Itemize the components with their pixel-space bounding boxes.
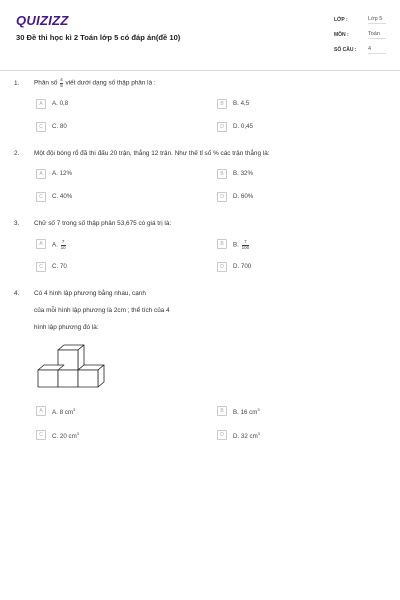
option-text: D. 60% [233, 193, 254, 200]
option-text [52, 407, 75, 416]
question-1-text-before: Phân số [34, 79, 60, 87]
option-text [233, 240, 250, 250]
question-4-number: 4. [14, 290, 20, 297]
option-letter-box[interactable]: D [217, 430, 227, 440]
option-superscript: 3 [72, 407, 76, 412]
question-3-text: Chữ số 7 trong số thập phân 53,675 có giá trị là: [34, 220, 172, 227]
option-letter-box[interactable]: B [217, 239, 227, 249]
option-letter-box[interactable]: B [217, 169, 227, 179]
option-text: B. 32% [233, 170, 253, 177]
option-fraction [61, 240, 66, 250]
class-value: Lớp 5 [368, 16, 386, 24]
option-text: A. 12% [52, 170, 72, 177]
option-text-main: D. 32 cm [233, 433, 258, 441]
option-text: C. 70 [52, 263, 67, 270]
option-text: C. 40% [52, 193, 73, 200]
option-letter-box[interactable]: B [217, 406, 227, 416]
option-superscript: 3 [257, 431, 260, 436]
option-superscript: 3 [257, 407, 260, 412]
option-letter-box[interactable]: D [217, 122, 227, 132]
question-1-text-after: viết dưới dạng số thập phân là : [63, 79, 156, 87]
question-4-line-1: Có 4 hình lập phương bằng nhau, cạnh [34, 290, 146, 297]
option-text: D. 700 [233, 263, 252, 270]
option-text [52, 431, 79, 440]
option-text-main: C. 20 cm [52, 433, 77, 441]
cube-front-face [78, 370, 98, 387]
option-letter-box[interactable]: D [217, 262, 227, 272]
subject-value: Toán [368, 31, 386, 39]
class-label: LỚP : [334, 17, 348, 23]
cube-front-face [58, 370, 78, 387]
question-1-text [34, 78, 156, 88]
fraction-denominator: 10 [60, 244, 66, 250]
option-letter-box[interactable]: A [36, 406, 46, 416]
option-letter-box[interactable]: A [36, 239, 46, 249]
fraction-denominator: 5 [60, 82, 63, 88]
question-4-line-2: của mỗi hình lập phương là 2cm ; thể tích của 4 [34, 307, 170, 314]
option-text-prefix: B. [233, 241, 239, 249]
option-text: D. 0,45 [233, 123, 253, 130]
option-text-main: B. 16 cm [233, 409, 258, 417]
page-title: 30 Đề thi học kì 2 Toán lớp 5 có đáp án(đề 10) [16, 33, 181, 42]
option-text: A. 0,8 [52, 100, 69, 107]
fraction-numerator: 7 [61, 239, 65, 244]
question-count-value: 4 [368, 46, 386, 54]
question-count-label: SỐ CÂU : [334, 47, 357, 53]
option-text: C. 80 [52, 123, 67, 130]
worksheet-header [0, 0, 400, 71]
option-letter-box[interactable]: C [36, 192, 46, 202]
option-letter-box[interactable]: B [217, 99, 227, 109]
four-cubes-illustration [36, 344, 108, 388]
question-1-fraction [60, 78, 63, 88]
option-text-prefix: A. [52, 241, 58, 249]
question-4-line-3: hình lập phương đó là: [34, 324, 99, 331]
fraction-numerator: 4 [60, 77, 63, 82]
quizizz-logo: QUIZIZZ [16, 13, 69, 28]
option-letter-box[interactable]: D [217, 192, 227, 202]
question-2-text: Một đội bóng rổ đã thi đấu 20 trận, thắng 12 trận. Như thế tỉ số % các trận thắng là: [34, 150, 270, 157]
question-2-number: 2. [14, 150, 20, 157]
fraction-denominator: 100 [241, 244, 250, 250]
subject-label: MÔN : [334, 32, 349, 38]
option-text [233, 407, 260, 416]
option-letter-box[interactable]: C [36, 262, 46, 272]
option-letter-box[interactable]: C [36, 430, 46, 440]
fraction-numerator: 7 [244, 239, 247, 244]
option-text-main: A. 8 cm [52, 409, 73, 417]
option-text: B. 4,5 [233, 100, 250, 107]
option-superscript: 3 [76, 431, 79, 436]
question-3-number: 3. [14, 220, 20, 227]
cube-front-face [38, 370, 58, 387]
option-text [233, 431, 260, 440]
option-letter-box[interactable]: A [36, 169, 46, 179]
question-1-number: 1. [14, 80, 20, 87]
option-text [52, 240, 67, 250]
option-letter-box[interactable]: A [36, 99, 46, 109]
option-fraction [242, 240, 250, 250]
option-letter-box[interactable]: C [36, 122, 46, 132]
